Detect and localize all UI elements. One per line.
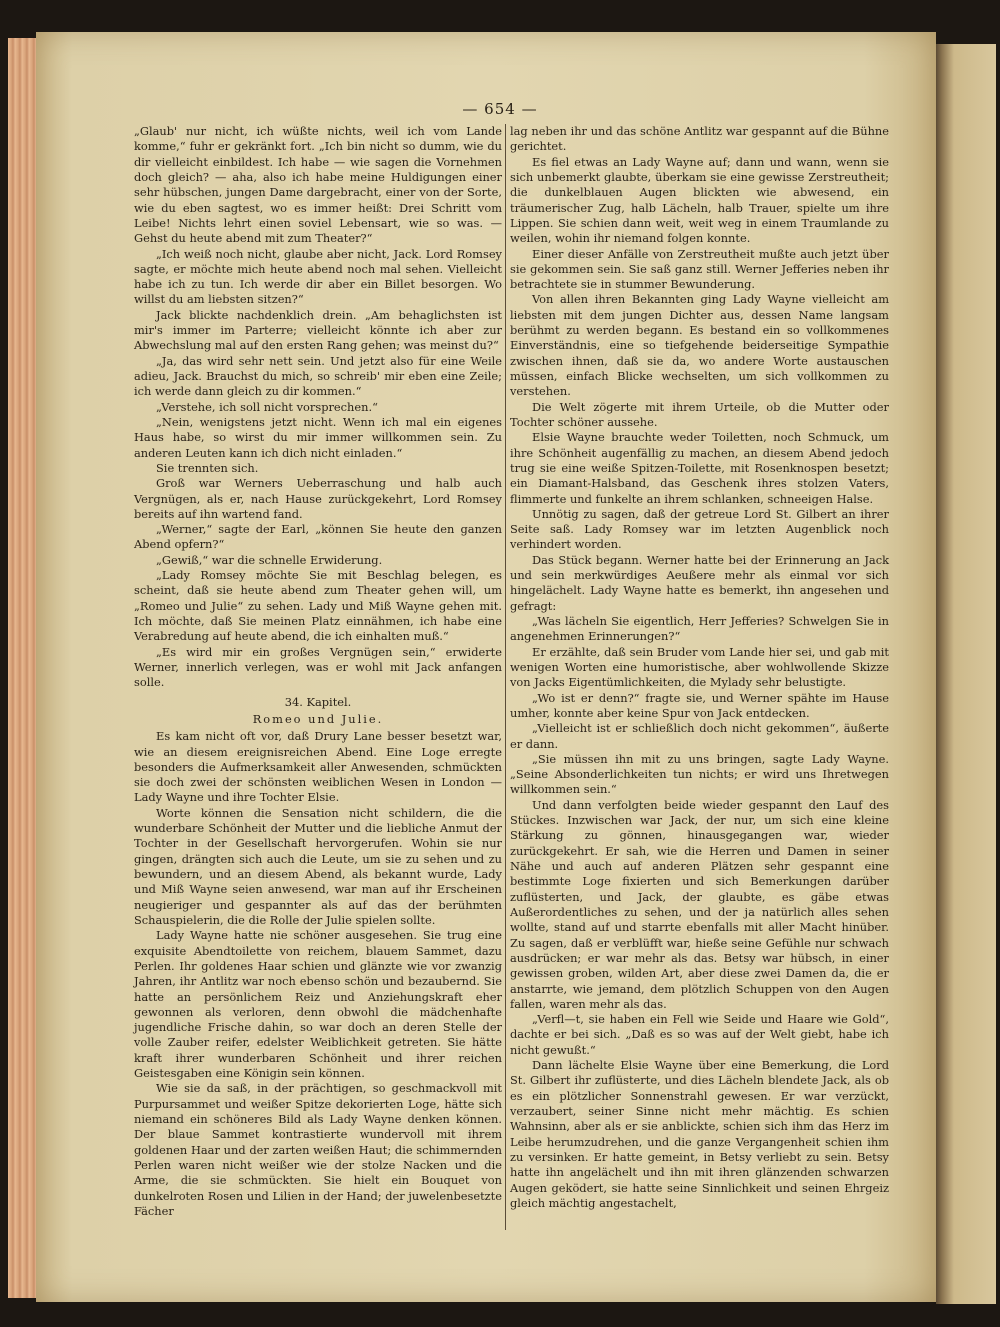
paragraph: lag neben ihr und das schöne Antlitz war gespannt auf die Bühne gerichtet. [510,124,889,154]
paragraph: Es fiel etwas an Lady Wayne auf; dann und wann, wenn sie sich unbemerkt glaubte, überkam sie eine gewisse Zerstreutheit; die dunkelblauen Augen blickten wie abwesend, ein träumerischer Zug, halb Lächeln, halb Trauer, spielte um ihre Lippen. Sie schien dann weit, weit weg in einem Traumlande zu weilen, wohin ihr niemand folgen konnte. [510,154,889,246]
paragraph: „Verfl—t, sie haben ein Fell wie Seide und Haare wie Gold“, dachte er bei sich. „Daß es so was auf der Welt giebt, habe ich nicht gewußt.“ [510,1012,889,1057]
paragraph: „Werner,“ sagte der Earl, „können Sie heute den ganzen Abend opfern?“ [134,522,502,552]
chapter-number: 34. Kapitel. [284,694,352,709]
page-number: — 654 — [462,100,538,118]
facing-page-edge [936,44,996,1304]
paragraph: „Gewiß,“ war die schnelle Erwiderung. [156,552,383,567]
paragraph: „Lady Romsey möchte Sie mit Beschlag belegen, es scheint, daß sie heute abend zum Theater gehen will, um „Romeo und Julie“ zu sehen. Lady und Miß Wayne gehen mit. Ich möchte, daß Sie meinen Platz einnähmen, ich habe eine Verabredung auf heute abend, die ich einhalten muß.“ [134,568,502,644]
paragraph: Die Welt zögerte mit ihrem Urteile, ob die Mutter oder Tochter schöner aussehe. [510,399,889,429]
paragraph: Wie sie da saß, in der prächtigen, so geschmackvoll mit Purpursammet und weißer Spitze dekorierten Loge, hätte sich niemand ein schöneres Bild als Lady Wayne denken können. Der blaue Sammet kontrastierte wundervoll mit ihrem goldenen Haar und der zarten weißen Haut; die schimmernden Perlen waren nicht weißer wie der stolze Nacken und die Arme, die sie schmückten. Sie hielt ein Bouquet von dunkelroten Rosen und Lilien in der Hand; der juwelenbesetzte Fächer [134,1081,502,1218]
paragraph: Dann lächelte Elsie Wayne über eine Bemerkung, die Lord St. Gilbert ihr zuflüsterte, und dies Lächeln blendete Jack, als ob es ein plötzlicher Sonnenstrahl gewesen. Er war verzückt, verzaubert, seiner Sinne nicht mehr mächtig. Es schien Wahnsinn, aber als er sie anblickte, schien sich ihm das Herz im Leibe herumzudrehen, und die ganze Vergangenheit schien ihm zu versinken. Er hatte gemeint, in Betsy verliebt zu sein. Betsy hatte ihn angelächelt und ihn mit ihren glänzenden schwarzen Augen geködert, sie hatte seine Sinnlichkeit und seinen Ehrgeiz gleich mächtig angestachelt, [510,1058,889,1210]
paragraph: Unnötig zu sagen, daß der getreue Lord St. Gilbert an ihrer Seite saß. Lady Romsey war im letzten Augenblick noch verhindert worden. [510,506,889,552]
paragraph: Groß war Werners Ueberraschung und halb auch Vergnügen, als er, nach Hause zurückgekehrt, Lord Romsey bereits auf ihn wartend fand. [134,476,502,521]
paragraph: „Verstehe, ich soll nicht vorsprechen.“ [156,399,378,414]
paragraph: „Ja, das wird sehr nett sein. Und jetzt also für eine Weile adieu, Jack. Brauchst du mich, so schreib' mir eben eine Zeile; ich werde dann gleich zu dir kommen.“ [134,353,502,399]
chapter-title: Romeo und Julie. [252,711,384,726]
paragraph: Lady Wayne hatte nie schöner ausgesehen. Sie trug eine exquisite Abendtoilette von reichem, blauem Sammet, dazu Perlen. Ihr goldenes Haar schien und glänzte wie vor zwanzig Jahren, ihr Antlitz war noch ebenso schön und bezaubernd. Sie hatte an persönlichem Reiz und Anziehungskraft eher gewonnen als verloren, denn obwohl die mädchenhafte jugendliche Frische dahin, so war doch an deren Stelle der volle Zauber reifer, edelster Weiblichkeit getreten. Sie hätte kraft ihrer wunderbaren Schönheit und ihrer reichen Geistesgaben eine Königin sein können. [134,928,502,1081]
paragraph: Und dann verfolgten beide wieder gespannt den Lauf des Stückes. Inzwischen war Jack, der nur, um sich eine kleine Stärkung zu gönnen, hinausgegangen war, wieder zurückgekehrt. Er sah, wie die Herren und Damen in seiner Nähe und auch auf anderen Plätzen sehr gespannt eine bestimmte Loge fixierten und sich Bemerkungen darüber zuflüsterten, und Jack, der glaubte, es gäbe etwas Außerordentliches zu sehen, und der ja natürlich alles sehen wollte, stand auf und starrte ebenfalls mit aller Macht hinüber. Zu sagen, daß er verblüfft war, hieße seine Gefühle nur schwach ausdrücken; er war mehr als das. Betsy war hübsch, in einer gewissen groben, wilden Art, aber diese zwei Damen da, die er anstarrte, wie jemand, dem plötzlich Schuppen von den Augen fallen, waren mehr als das. [510,797,889,1011]
right-column [510,124,889,1211]
paragraph: „Nein, wenigstens jetzt nicht. Wenn ich mal ein eigenes Haus habe, so wirst du mir immer willkommen sein. Zu anderen Leuten kann ich dich nicht einladen.“ [134,414,502,460]
paragraph: Worte können die Sensation nicht schildern, die die wunderbare Schönheit der Mutter und die liebliche Anmut der Tochter in der Gesellschaft hervorgerufen. Wohin sie nur gingen, drängten sich auch die Leute, um sie zu sehen und zu bewundern, und an diesem Abend, als bekannt wurde, Lady und Miß Wayne seien anwesend, war man auf ihr Erscheinen neugieriger und gespannter als auf das der berühmten Schauspielerin, die die Rolle der Julie spielen sollte. [134,805,502,927]
paragraph: Das Stück begann. Werner hatte bei der Erinnerung an Jack und sein merkwürdiges Aeußere mehr als einmal vor sich hingelächelt. Lady Wayne hatte es bemerkt, ihn angesehen und gefragt: [510,552,889,613]
left-column [134,124,502,1219]
page-stack-edge [8,38,38,1298]
paragraph: Er erzählte, daß sein Bruder vom Lande hier sei, und gab mit wenigen Worten eine humoristische, aber wohlwollende Skizze von Jacks Eigentümlichkeiten, die Mylady sehr belustigte. [510,644,889,690]
paragraph: „Was lächeln Sie eigentlich, Herr Jefferies? Schwelgen Sie in angenehmen Erinnerungen?“ [510,614,889,644]
column-divider [505,124,506,1230]
paragraph: Einer dieser Anfälle von Zerstreutheit mußte auch jetzt über sie gekommen sein. Sie saß ganz still. Werner Jefferies neben ihr betrachtete sie in stummer Bewunderung. [510,246,889,292]
paragraph: „Es wird mir ein großes Vergnügen sein,“ erwiderte Werner, innerlich verlegen, was er wohl mit Jack anfangen solle. [134,644,502,690]
paragraph: „Glaub' nur nicht, ich wüßte nichts, weil ich vom Lande komme,“ fuhr er gekränkt fort. „Ich bin nicht so dumm, wie du dir vielleicht einbildest. Ich habe — wie sagen die Vornehmen doch gleich? — aha, also ich habe meine Huldigungen einer sehr hübschen, jungen Dame dargebracht, einer von der Sorte, wie du eben sagtest, wo es immer heißt: Drei Schritt vom Leibe! Nichts lehrt einen soviel Lebensart, wie so was. — Gehst du heute abend mit zum Theater?“ [134,124,502,246]
paragraph: „Ich weiß noch nicht, glaube aber nicht, Jack. Lord Romsey sagte, er möchte mich heute abend noch mal sehen. Vielleicht habe ich zu tun. Ich werde dir aber ein Billet besorgen. Wo willst du am liebsten sitzen?“ [134,246,502,307]
paragraph: Elsie Wayne brauchte weder Toiletten, noch Schmuck, um ihre Schönheit augenfällig zu machen, an diesem Abend jedoch trug sie eine weiße Spitzen-Toilette, mit Rosenknospen besetzt; ein Diamant-Halsband, das Geschenk ihres stolzen Vaters, flimmerte und funkelte an ihrem schlanken, schneeigen Halse. [510,430,889,506]
paragraph: Es kam nicht oft vor, daß Drury Lane besser besetzt war, wie an diesem ereignisreichen Abend. Eine Loge erregte besonders die Aufmerksamkeit aller Anwesenden, schmückten sie doch zwei der schönsten weiblichen Wesen in London — Lady Wayne und ihre Tochter Elsie. [134,729,502,805]
paragraph: Von allen ihren Bekannten ging Lady Wayne vielleicht am liebsten mit dem jungen Dichter aus, dessen Name langsam berühmt zu werden begann. Es bestand ein so vollkommenes Einverständnis, eine so tiefgehende beiderseitige Sympathie zwischen ihnen, daß sie da, wo andere Worte austauschen müssen, einfach Blicke wechselten, um sich vollkommen zu verstehen. [510,292,889,399]
paragraph: Jack blickte nachdenklich drein. „Am behaglichsten ist mir's immer im Parterre; vielleicht könnte ich aber zur Abwechslung mal auf den ersten Rang gehen; was meinst du?“ [134,307,502,353]
paragraph: „Wo ist er denn?“ fragte sie, und Werner spähte im Hause umher, konnte aber keine Spur von Jack entdecken. [510,690,889,720]
paragraph: „Sie müssen ihn mit zu uns bringen, sagte Lady Wayne. „Seine Absonderlichkeiten tun nichts; er wird uns Ihretwegen willkommen sein.“ [510,751,889,797]
paragraph: Sie trennten sich. [156,460,259,475]
paragraph: „Vielleicht ist er schließlich doch nicht gekommen“, äußerte er dann. [510,721,889,751]
